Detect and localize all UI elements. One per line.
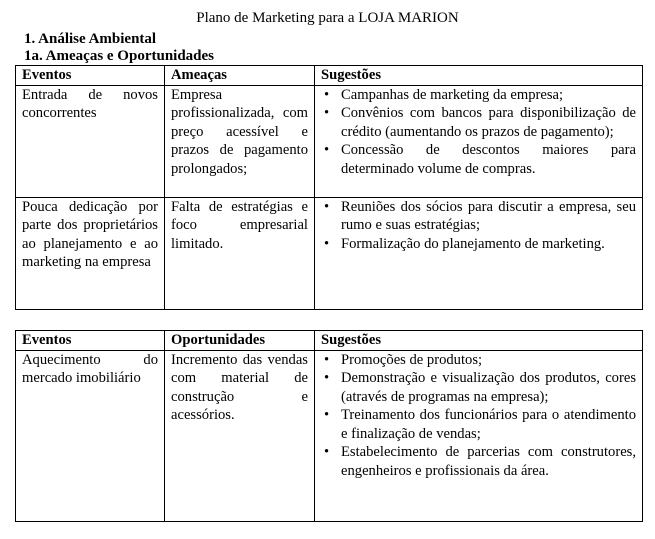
evento-cell: Entrada de novos concorrentes	[16, 85, 165, 197]
list-item: • Promoções de produtos;	[321, 351, 636, 370]
list-item: • Formalização do planejamento de marketing.	[321, 235, 636, 254]
table-header-row	[16, 331, 643, 351]
list-item: • Campanhas de marketing da empresa;	[321, 86, 636, 105]
table-row	[16, 197, 643, 309]
evento-cell: Pouca dedicação por parte dos proprietários ao planejamento e ao marketing na empresa	[16, 197, 165, 309]
header-sugestoes: Sugestões	[315, 66, 643, 86]
header-oportunidades: Oportunidades	[165, 331, 315, 351]
sugestoes-cell	[315, 197, 643, 309]
list-item: • Estabelecimento de parcerias com construtores, engenheiros e profissionais da área.	[321, 443, 636, 480]
sugestoes-cell	[315, 85, 643, 197]
threats-table	[15, 65, 643, 310]
table-row	[16, 85, 643, 197]
document-title: Plano de Marketing para a LOJA MARION	[196, 10, 459, 26]
ameaca-cell: Falta de estratégias e foco empresarial limitado.	[165, 197, 315, 309]
list-item: • Concessão de descontos maiores para determinado volume de compras.	[321, 141, 636, 178]
table-row	[16, 350, 643, 521]
list-item: • Treinamento dos funcionários para o atendimento e finalização de vendas;	[321, 406, 636, 443]
list-item: • Convênios com bancos para disponibilização de crédito (aumentando os prazos de pagamento);	[321, 104, 636, 141]
ameaca-cell: Empresa profissionalizada, com preço acessível e prazos de pagamento prolongados;	[165, 85, 315, 197]
evento-cell: Aquecimento do mercado imobiliário	[16, 350, 165, 521]
header-eventos: Eventos	[16, 331, 165, 351]
sugestoes-cell	[315, 350, 643, 521]
table-header-row	[16, 66, 643, 86]
list-item: • Reuniões dos sócios para discutir a empresa, seu rumo e suas estratégias;	[321, 198, 636, 235]
list-item: • Demonstração e visualização dos produtos, cores (através de programas na empresa);	[321, 369, 636, 406]
opportunities-table	[15, 330, 643, 522]
section-heading-analise-ambiental: 1. Análise Ambiental	[24, 31, 157, 47]
header-eventos: Eventos	[16, 66, 165, 86]
oportunidade-cell: Incremento das vendas com material de construção e acessórios.	[165, 350, 315, 521]
subsection-heading-ameacas-oportunidades: 1a. Ameaças e Oportunidades	[24, 48, 215, 64]
header-sugestoes: Sugestões	[315, 331, 643, 351]
header-ameacas: Ameaças	[165, 66, 315, 86]
